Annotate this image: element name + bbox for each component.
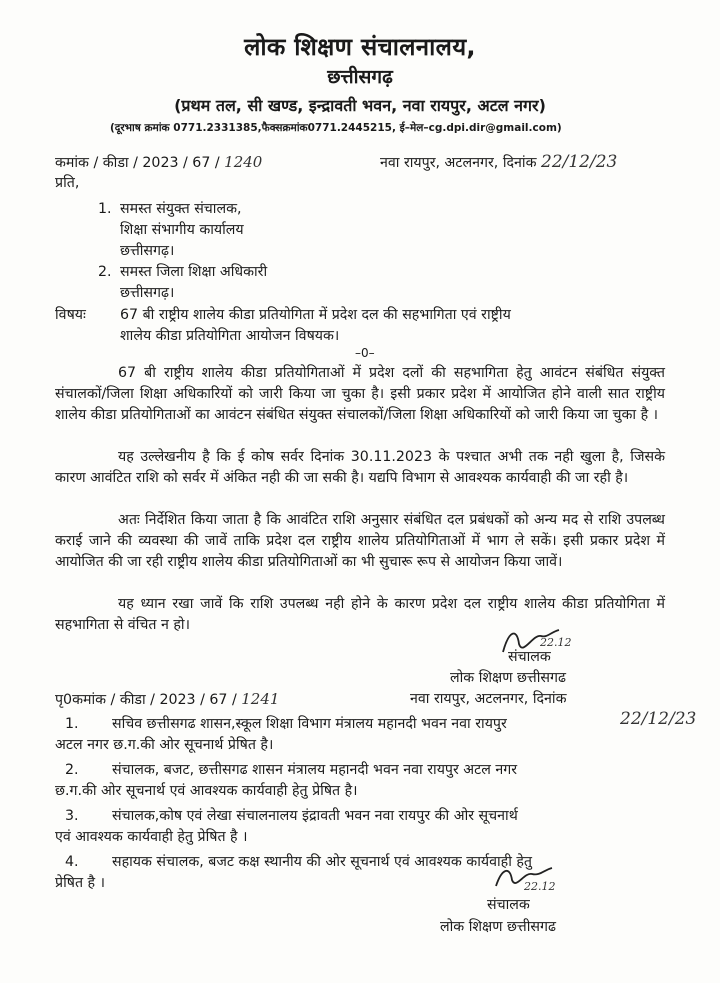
endorsement-item-4-number: 4. bbox=[65, 854, 79, 870]
handwritten-date: 22/12/23 bbox=[541, 152, 618, 172]
contact-line: (दूरभाष क्रमांक 0771.2331385,फैक्सक्रमांक0771.2445215, ई–मेल–cg.dpi.dir@gmail.com) bbox=[110, 122, 562, 134]
endorsement-handwritten-date: 22/12/23 bbox=[620, 709, 697, 729]
endorsement-item-3-line-2: एवं आवश्यक कार्यवाही हेतु प्रेषित है । bbox=[55, 829, 248, 845]
endorsement-signature-date: 22.12 bbox=[524, 880, 556, 893]
endorsement-item-1-line-2: अटल नगर छ.ग.की ओर सूचनार्थ प्रेषित है। bbox=[55, 737, 274, 753]
endorsement-item-3-line-1: संचालक,कोष एवं लेखा संचालनालय इंद्रावती भवन नवा रायपुर की ओर सूचनार्थ bbox=[112, 808, 518, 824]
prati-label: प्रति, bbox=[55, 175, 80, 191]
recipient-1-line-3: छत्तीसगढ़। bbox=[120, 243, 175, 259]
endorsement-place-date: नवा रायपुर, अटलनगर, दिनांक bbox=[410, 691, 567, 707]
subject-label: विषयः bbox=[55, 307, 86, 323]
recipient-1-line-2: शिक्षा संभागीय कार्यालय bbox=[120, 222, 244, 238]
signatory-title: संचालक bbox=[508, 649, 551, 665]
reference-number: 1240 bbox=[224, 153, 263, 171]
endorsement-item-1-line-1: सचिव छत्तीसगढ शासन,स्कूल शिक्षा विभाग मंत्रालय महानदी भवन नवा रायपुर bbox=[112, 716, 507, 732]
endorsement-item-3-number: 3. bbox=[65, 808, 79, 824]
state-name: छत्तीसगढ़ bbox=[327, 66, 393, 88]
recipient-2-line-1: समस्त जिला शिक्षा अधिकारी bbox=[120, 264, 268, 280]
body-paragraph-1: 67 बी राष्ट्रीय शालेय कीडा प्रतियोगिताओं में प्रदेश दलों की सहभागिता हेतु आवंटन संबंधित संयुक्त संचालकों/जिला शिक्षा अधिकारियों को जारी किया जा चुका है। इसी प्रकार प्रदेश में आयोजित होने वाली सात राष्ट्रीय शालेय कीडा प्रतियोगिताओं का आवंटन संबंधित संयुक्त संचालकों/जिला शिक्षा अधिकारियों को जारी किया जा चुका है । bbox=[55, 365, 665, 423]
recipient-1-line-1: समस्त संयुक्त संचालक, bbox=[120, 201, 242, 217]
reference-prefix: कमांक / कीडा / 2023 / 67 / bbox=[55, 155, 220, 171]
place-date bbox=[380, 152, 617, 174]
body-paragraph-3: अतः निर्देशित किया जाता है कि आवंटित राशि अनुसार संबंधित दल प्रबंधकों को अन्य मद से राशि उपलब्ध कराई जाने की व्यवस्था की जावें ताकि प्रदेश दल राष्ट्रीय शालेय प्रतियोगिताओं में भाग ले सकें। इसी प्रकार प्रदेश में आयोजित की जा रही राष्ट्रीय शालेय कीडा प्रतियोगिताओं का भी सुचारू रूप से आयोजन किया जावें। bbox=[55, 512, 665, 570]
endorsement-signatory-title: संचालक bbox=[487, 897, 530, 913]
endorsement-item-4-line-2: प्रेषित है । bbox=[55, 875, 105, 891]
body-paragraph-4: यह ध्यान रखा जावें कि राशि उपलब्ध नही होने के कारण प्रदेश दल राष्ट्रीय शालेय कीडा प्रतियोगिता में सहभागिता से वंचित न हो। bbox=[55, 596, 665, 633]
endorsement-item-2-line-2: छ.ग.की ओर सूचनार्थ एवं आवश्यक कार्यवाही हेतु प्रेषित है। bbox=[55, 783, 358, 799]
place-date-label: नवा रायपुर, अटलनगर, दिनांक bbox=[380, 155, 537, 171]
recipient-2-number: 2. bbox=[98, 264, 112, 280]
endorsement-reference-prefix: पृ0कमांक / कीडा / 2023 / 67 / bbox=[55, 692, 237, 708]
body-paragraph-2: यह उल्लेखनीय है कि ई कोष सर्वर दिनांक 30.11.2023 के पश्चात अभी तक नही खुला है, जिसके कारण आवंटित राशि को सर्वर में अंकित नही की जा सकी है। यद्यपि विभाग से आवश्यक कार्यवाही की जा रही है। bbox=[55, 449, 665, 486]
endorsement-signatory-office: लोक शिक्षण छत्तीसगढ bbox=[440, 919, 556, 935]
office-name: लोक शिक्षण संचालनालय, bbox=[244, 33, 476, 61]
recipient-1-number: 1. bbox=[98, 201, 112, 217]
endorsement-item-2-number: 2. bbox=[65, 762, 79, 778]
endorsement-item-4-line-1: सहायक संचालक, बजट कक्ष स्थानीय की ओर सूचनार्थ एवं आवश्यक कार्यवाही हेतु bbox=[112, 854, 533, 870]
letter-reference bbox=[55, 152, 262, 174]
subject-line-1: 67 बी राष्ट्रीय शालेय कीडा प्रतियोगिता में प्रदेश दल की सहभागिता एवं राष्ट्रीय bbox=[120, 307, 511, 323]
endorsement-reference-number: 1241 bbox=[241, 690, 280, 708]
subject-line-2: शालेय कीडा प्रतियोगिता आयोजन विषयक। bbox=[120, 328, 340, 344]
office-address: (प्रथम तल, सी खण्ड, इन्द्रावती भवन, नवा रायपुर, अटल नगर) bbox=[174, 96, 546, 115]
separator-mark: –0– bbox=[355, 346, 375, 360]
signatory-office: लोक शिक्षण छत्तीसगढ bbox=[450, 670, 566, 686]
endorsement-item-2-line-1: संचालक, बजट, छत्तीसगढ शासन मंत्रालय महानदी भवन नवा रायपुर अटल नगर bbox=[112, 762, 518, 778]
endorsement-item-1-number: 1. bbox=[65, 716, 79, 732]
recipient-2-line-2: छत्तीसगढ़। bbox=[120, 285, 175, 301]
endorsement-reference bbox=[55, 689, 279, 711]
signature-date: 22.12 bbox=[540, 636, 572, 649]
